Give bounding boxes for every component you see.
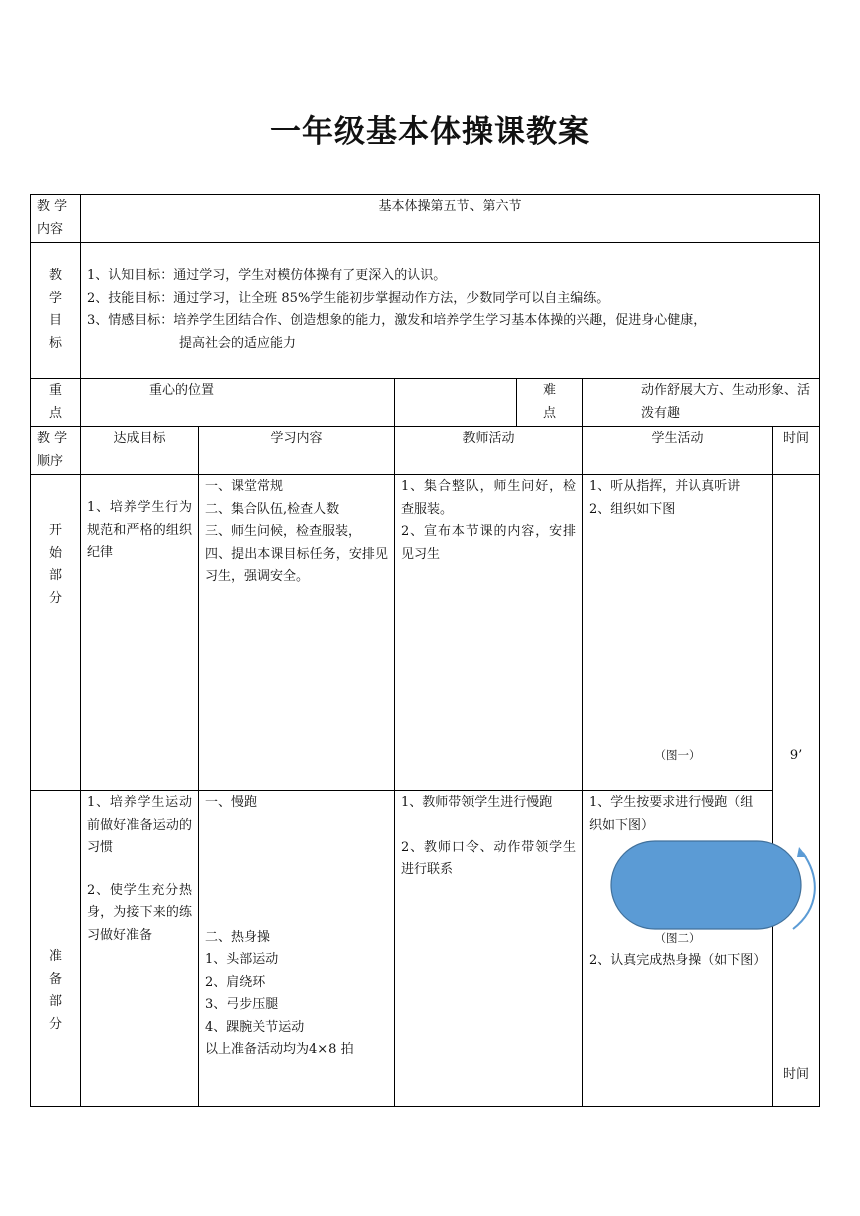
teacher-item: 2、宣布本节课的内容，安排见习生	[401, 524, 576, 562]
label-start-section	[31, 475, 81, 791]
label-line-1: 教 学	[37, 199, 68, 214]
content-item: 四、提出本课目标任务，安排见习生，强调安全。	[205, 546, 388, 584]
figure-1-caption: （图一）	[654, 747, 701, 762]
lesson-plan-table	[30, 194, 820, 1107]
goal-item: 1、认知目标：通过学习，学生对模仿体操有了更深入的认识。	[87, 268, 447, 283]
student-item: 2、认真完成热身操（如下图）	[589, 952, 767, 968]
row-key-points	[31, 379, 820, 427]
label-line-2: 点	[48, 405, 62, 421]
label-line-2: 顺序	[37, 453, 64, 469]
label-char: 始	[48, 545, 62, 561]
label-key-point	[31, 379, 81, 427]
row-teaching-goals	[31, 243, 820, 379]
difficult-point-value: 动作舒展大方、生动形象、活泼有趣	[583, 379, 820, 427]
label-char: 教	[48, 268, 62, 283]
content-item: 二、集合队伍,检查人数	[205, 501, 340, 517]
prep-student	[583, 791, 773, 1107]
label-char: 分	[48, 1016, 62, 1032]
header-content: 学习内容	[199, 427, 395, 475]
content-item: 一、慢跑	[205, 795, 258, 810]
label-char: 目	[48, 313, 62, 328]
goal-item: 2、技能目标：通过学习，让全班 85%学生能初步掌握动作方法，少数同学可以自主编练。	[87, 290, 610, 306]
content-item: 二、热身操	[205, 929, 271, 945]
label-char: 标	[48, 335, 62, 351]
document-title: 一年级基本体操课教案	[270, 114, 590, 150]
label-char: 分	[48, 590, 62, 606]
label-char: 部	[48, 568, 62, 583]
prep-teacher	[395, 791, 583, 1107]
time-label: 时间	[783, 1066, 810, 1082]
header-sequence	[31, 427, 81, 475]
teacher-item: 2、教师口令、动作带领学生进行联系	[401, 839, 576, 877]
content-item: 2、肩绕环	[205, 974, 266, 990]
label-line-1: 重	[48, 383, 62, 398]
label-char: 学	[48, 290, 62, 306]
figure-2-caption: （图二）	[654, 931, 701, 945]
goal-item-continuation: 提高社会的适应能力	[179, 335, 297, 351]
row-teaching-content	[31, 195, 820, 243]
row-start-section	[31, 475, 820, 791]
time-cell	[773, 475, 820, 1107]
time-value: 9’	[789, 748, 803, 763]
prep-goals	[81, 791, 199, 1107]
label-teaching-goals	[31, 243, 81, 379]
prep-content	[199, 791, 395, 1107]
start-student	[583, 475, 773, 791]
header-time: 时间	[773, 427, 820, 475]
student-item: 1、学生按要求进行慢跑（组织如下图）	[589, 795, 754, 833]
label-teaching-content	[31, 195, 81, 243]
content-item: 一、课堂常规	[205, 479, 284, 494]
label-char: 准	[48, 949, 62, 964]
content-item: 1、头部运动	[205, 952, 279, 967]
label-line-1: 难	[542, 383, 556, 398]
label-char: 备	[48, 971, 62, 987]
row-header	[31, 427, 820, 475]
label-line-1: 教 学	[37, 431, 68, 446]
student-item: 2、组织如下图	[589, 501, 676, 517]
content-item: 4、踝腕关节运动	[205, 1019, 305, 1035]
content-item: 3、弓步压腿	[205, 997, 279, 1012]
goal-item: 3、情感目标：培养学生团结合作、创造想象的能力，激发和培养学生学习基本体操的兴趣，促进身心健康，	[87, 313, 707, 328]
student-item: 1、听从指挥，并认真听讲	[589, 479, 741, 494]
teacher-item: 1、教师带领学生进行慢跑	[401, 795, 553, 810]
start-content	[199, 475, 395, 791]
key-point-value: 重心的位置	[81, 379, 395, 427]
label-line-2: 点	[542, 405, 556, 421]
key-point-spacer	[395, 379, 517, 427]
content-item: 以上准备活动均为4×8 拍	[205, 1042, 354, 1057]
goal-item: 1、培养学生运动前做好准备运动的习惯	[87, 795, 192, 855]
label-prep-section	[31, 791, 81, 1107]
content-item: 三、师生问候，检查服装，	[205, 524, 362, 539]
header-student: 学生活动	[583, 427, 773, 475]
teaching-content-value: 基本体操第五节、第六节	[81, 195, 820, 243]
header-goal: 达成目标	[81, 427, 199, 475]
start-teacher	[395, 475, 583, 791]
row-prep-section	[31, 791, 820, 1107]
start-goal: 1、培养学生行为规范和严格的组织纪律	[81, 475, 199, 791]
label-char: 部	[48, 994, 62, 1009]
label-difficult-point	[517, 379, 583, 427]
teacher-item: 1、集合整队，师生问好，检查服装。	[401, 479, 576, 517]
label-line-2: 内容	[37, 221, 64, 237]
teaching-goals-list	[81, 243, 820, 379]
goal-item: 2、使学生充分热身，为接下来的练习做好准备	[87, 882, 192, 943]
label-char: 开	[48, 523, 62, 538]
header-teacher: 教师活动	[395, 427, 583, 475]
